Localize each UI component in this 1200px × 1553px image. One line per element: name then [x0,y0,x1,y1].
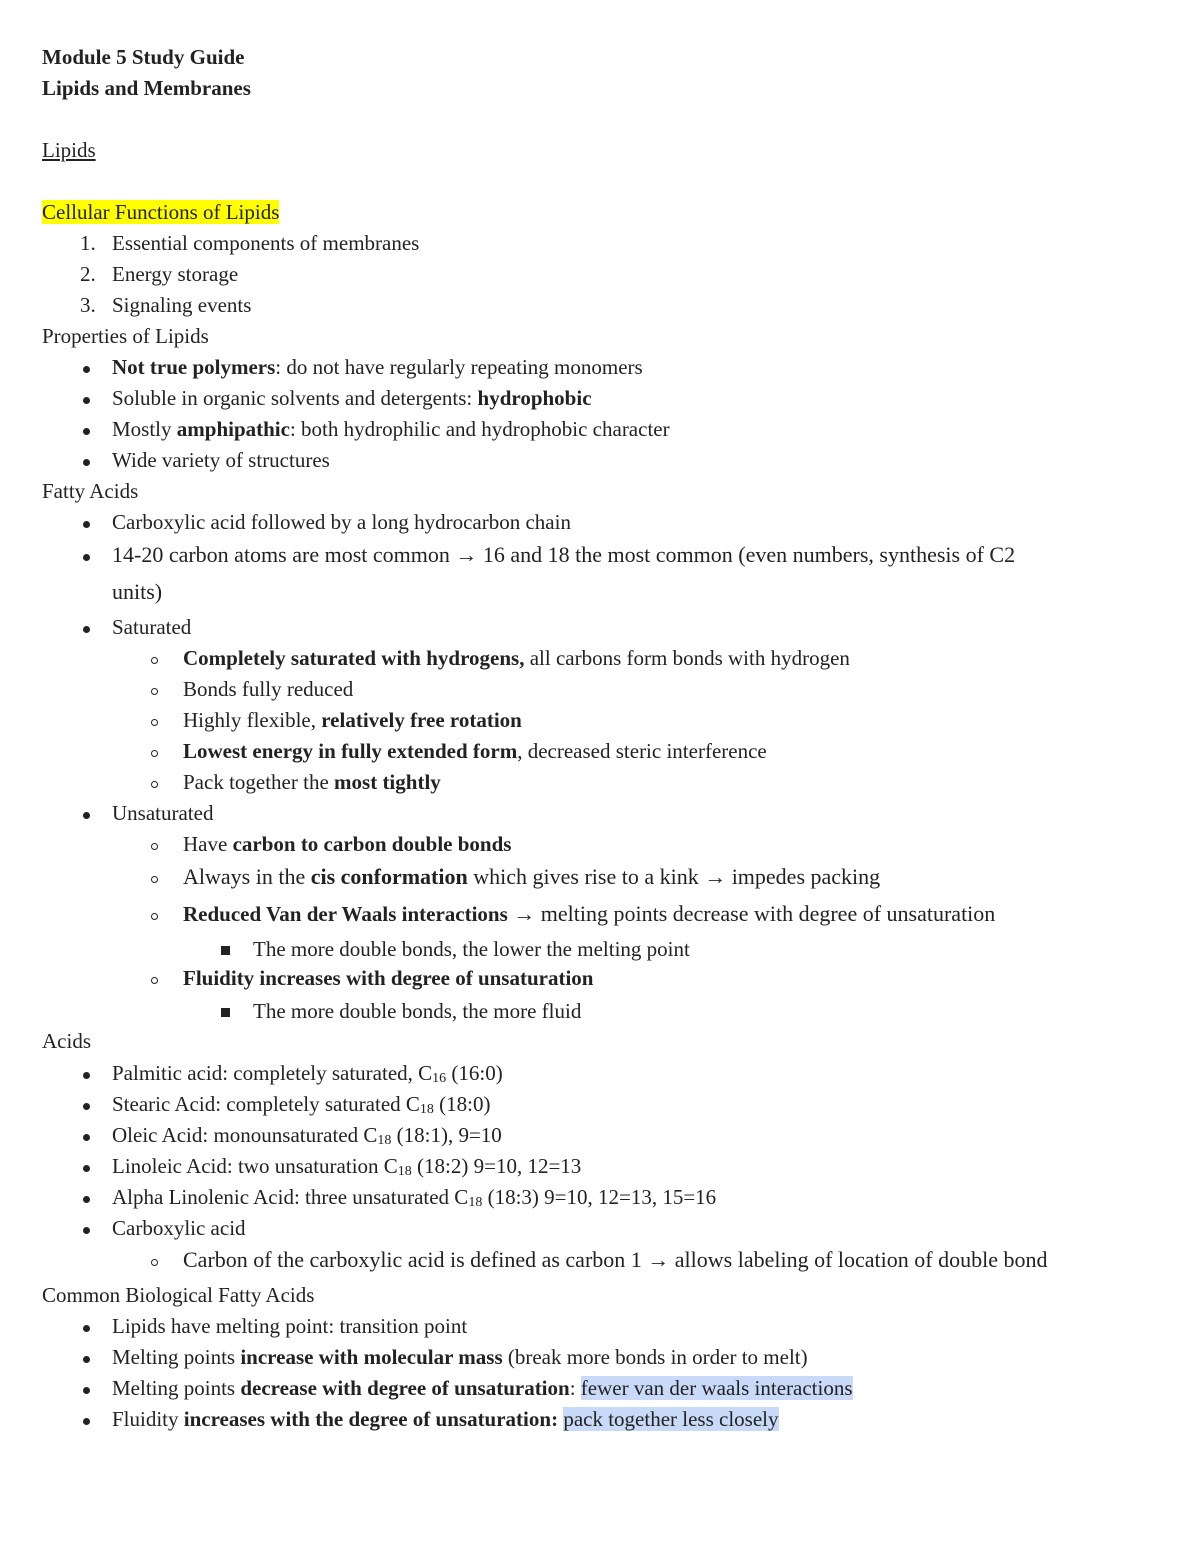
list-item: Fluidity increases with the degree of unsaturation: pack together less closely [112,1407,779,1431]
list-item: Carboxylic acid followed by a long hydrocarbon chain [112,510,571,534]
bullet-dot [83,521,90,528]
bullet-ring [151,843,158,850]
bullet-dot [83,812,90,819]
list-item: Stearic Acid: completely saturated C18 (18:0) [112,1092,491,1117]
heading-acids: Acids [42,1029,91,1053]
bullet-ring [151,913,158,920]
sub-item: Have carbon to carbon double bonds [183,832,512,856]
list-item: Melting points decrease with degree of unsaturation: fewer van der waals interactions [112,1376,853,1400]
bullet-ring [151,977,158,984]
list-item-unsaturated: Unsaturated [112,801,214,825]
heading-properties: Properties of Lipids [42,324,209,348]
bullet-dot [83,1227,90,1234]
doc-title: Module 5 Study Guide [42,45,245,69]
sub-item: Fluidity increases with degree of unsaturation [183,966,594,990]
list-item: Palmitic acid: completely saturated, C16 (16:0) [112,1061,503,1086]
list-item: Mostly amphipathic: both hydrophilic and hydrophobic character [112,417,670,441]
sub-item: Highly flexible, relatively free rotation [183,708,522,732]
list-item: Oleic Acid: monounsaturated C18 (18:1), 9=10 [112,1123,502,1148]
sub-item: Pack together the most tightly [183,770,441,794]
sub-sub-item: The more double bonds, the more fluid [253,999,582,1023]
bullet-ring [151,719,158,726]
heading-cellular-functions: Cellular Functions of Lipids [42,200,280,224]
bullet-dot [83,459,90,466]
bullet-ring [151,657,158,664]
heading-fatty-acids: Fatty Acids [42,479,139,503]
bullet-ring [151,688,158,695]
sub-item: Carbon of the carboxylic acid is defined as carbon 1 → allows labeling of location of double bond [183,1247,1048,1272]
bullet-dot [83,1103,90,1110]
bullet-ring [151,876,158,883]
document-page: Module 5 Study Guide Lipids and Membranes Lipids Cellular Functions of Lipids 1. Essential components of membranes 2. Energy storage 3. Signaling events Properties of Lipids Not true polymers: do not have regularly repeating monomers Soluble in organic solvents and detergents: hydrophobic Mostly amphipathic: both hydrophilic and hydrophobic character Wide variety of structures Fatty Acids Carboxylic acid followed by a long hydrocarbon chain 14-20 carbon atoms are most common → 16 and 18 the most common (even numbers, synthesis of C2 units) Saturated Completely saturated with hydrogens, all carbons form bonds with hydrogen Bonds fully reduced Highly flexible, relatively free rotation Lowest energy in fully extended form, decreased steric interference Pack together the most tightly Unsaturated Have carbon to carbon double bonds Always in the cis conformation which gives rise to a kink → impedes packing Reduced Van der Waals interactions → melting points decrease with degree of unsaturation The more double bonds, the lower the melting point Fluidity increases with degree of unsaturation The more double bonds, the more fluid Acids Palmitic acid: completely saturated, C16 (16:0) Stearic Acid: completely saturated C18 (18:0) Oleic Acid: monounsaturated C18 (18:1), 9=10 Linoleic Acid: two unsaturation C18 (18:2) 9=10, 12=13 Alpha Linolenic Acid: three unsaturated C18 (18:3) 9=10, 12=13, 15=16 Carboxylic acid Carbon of the carboxylic acid is defined as carbon 1 → allows labeling of location of double bond Common Biological Fatty Acids Lipids have melting point: transition point Melting points increase with molecular mass (break more bonds in order to melt) Melting points decrease with degree of unsaturation: fewer van der waals interactions Fluidity increases with the degree of unsaturation: pack together less closely [42,45,1048,1431]
heading-common-fatty-acids: Common Biological Fatty Acids [42,1283,315,1307]
bullet-dot [83,1418,90,1425]
sub-item: Lowest energy in fully extended form, decreased steric interference [183,739,767,763]
bullet-dot [83,1134,90,1141]
list-item: Melting points increase with molecular mass (break more bonds in order to melt) [112,1345,808,1369]
sub-sub-item: The more double bonds, the lower the melting point [253,937,690,961]
bullet-dot [83,626,90,633]
sub-item: Reduced Van der Waals interactions → melting points decrease with degree of unsaturation [183,901,996,926]
list-item: Linoleic Acid: two unsaturation C18 (18:2) 9=10, 12=13 [112,1154,582,1179]
bullet-dot [83,428,90,435]
sub-item: Completely saturated with hydrogens, all carbons form bonds with hydrogen [183,646,850,670]
list-item: Soluble in organic solvents and detergents: hydrophobic [112,386,592,410]
bullet-dot [83,554,90,561]
doc-subtitle: Lipids and Membranes [42,76,251,100]
sub-item: Always in the cis conformation which gives rise to a kink → impedes packing [183,864,881,889]
bullet-dot [83,1356,90,1363]
sub-item: Bonds fully reduced [183,677,354,701]
bullet-square [221,1008,230,1017]
list-item: Lipids have melting point: transition point [112,1314,468,1338]
list-item: Wide variety of structures [112,448,330,472]
bullet-ring [151,750,158,757]
list-item-continued: units) [112,579,163,604]
list-item-saturated: Saturated [112,615,192,639]
section-heading-lipids: Lipids [42,138,96,162]
bullet-square [221,946,230,955]
bullet-dot [83,1387,90,1394]
bullet-ring [151,781,158,788]
list-item: Not true polymers: do not have regularly repeating monomers [112,355,643,379]
bullet-dot [83,397,90,404]
list-item: 14-20 carbon atoms are most common → 16 and 18 the most common (even numbers, synthesis of C2 [112,542,1016,567]
bullet-dot [83,1325,90,1332]
bullet-dot [83,1165,90,1172]
bullet-dot [83,366,90,373]
bullet-dot [83,1196,90,1203]
list-item: Carboxylic acid [112,1216,246,1240]
bullet-dot [83,1072,90,1079]
bullet-ring [151,1259,158,1266]
list-item: Alpha Linolenic Acid: three unsaturated C18 (18:3) 9=10, 12=13, 15=16 [112,1185,717,1210]
